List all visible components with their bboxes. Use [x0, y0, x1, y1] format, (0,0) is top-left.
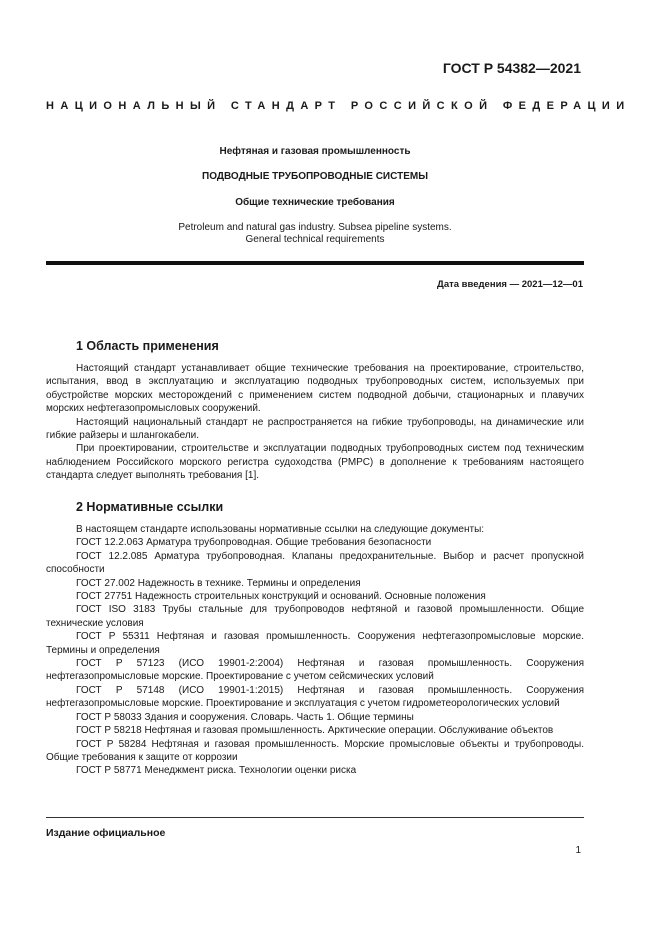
reference-item: ГОСТ 27751 Надежность строительных конструкций и оснований. Основные положения	[76, 591, 486, 603]
introduction-date: Дата введения — 2021—12—01	[437, 279, 583, 290]
reference-item: ГОСТ Р 58284 Нефтяная и газовая промышленность. Морские промысловые объекты и трубопроводы. Общие требования к защите от коррозии	[46, 738, 584, 763]
reference-item: ГОСТ Р 58771 Менеджмент риска. Технологии оценки риска	[76, 765, 357, 777]
footer-divider	[46, 817, 584, 818]
paragraph: В настоящем стандарте использованы нормативные ссылки на следующие документы:	[76, 524, 485, 535]
section-1-heading: 1 Область применения	[76, 339, 219, 353]
reference-item: ГОСТ Р 55311 Нефтяная и газовая промышленность. Сооружения нефтегазопромысловые морские. Термины и определения	[46, 631, 584, 656]
reference-item: ГОСТ 27.002 Надежность в технике. Термины и определения	[76, 577, 361, 589]
english-title-line-2: General technical requirements	[245, 234, 385, 245]
section-2-body	[46, 523, 584, 778]
reference-item: ГОСТ ISO 3183 Трубы стальные для трубопроводов нефтяной и газовой промышленности. Общие технические условия	[46, 604, 584, 629]
section-2-heading: 2 Нормативные ссылки	[76, 500, 224, 514]
reference-item: ГОСТ Р 57123 (ИСО 19901-2:2004) Нефтяная и газовая промышленность. Сооружения нефтегазопромысловые морские. Проектирование с учетом сейсмических условий	[46, 658, 584, 683]
paragraph: Настоящий национальный стандарт не распространяется на гибкие трубопроводы, на динамические или гибкие райзеры и шлангокабели.	[46, 416, 584, 442]
industry-title: Нефтяная и газовая промышленность	[219, 146, 411, 157]
reference-item: ГОСТ Р 57148 (ИСО 19901-1:2015) Нефтяная и газовая промышленность. Сооружения нефтегазопромысловые морские. Проектирование и эксплуатация с учетом гидрометеорологических условий	[46, 684, 584, 710]
reference-item: ГОСТ 12.2.063 Арматура трубопроводная. Общие требования безопасности	[76, 537, 432, 549]
paragraph: При проектировании, строительстве и эксплуатации подводных трубопроводных систем под техническим наблюдением Российского морского регистра судоходства (РМРС) в дополнение к требованиям настоящего стандарта следует выполнять требования [1].	[46, 443, 584, 482]
english-title-line-1: Petroleum and natural gas industry. Subsea pipeline systems.	[178, 222, 452, 233]
reference-item: ГОСТ 12.2.085 Арматура трубопроводная. Клапаны предохранительные. Выбор и расчет пропускной способности	[46, 550, 584, 576]
official-edition-label: Издание официальное	[46, 827, 166, 839]
title-divider	[46, 261, 584, 265]
reference-item: ГОСТ Р 58218 Нефтяная и газовая промышленность. Арктические операции. Обслуживание объектов	[76, 725, 554, 737]
gost-number: ГОСТ Р 54382—2021	[442, 60, 581, 76]
page-number: 1	[575, 845, 581, 856]
reference-item: ГОСТ Р 58033 Здания и сооружения. Словарь. Часть 1. Общие термины	[76, 711, 414, 723]
section-1-body	[46, 362, 584, 483]
main-title: ПОДВОДНЫЕ ТРУБОПРОВОДНЫЕ СИСТЕМЫ	[202, 171, 428, 182]
paragraph: Настоящий стандарт устанавливает общие технические требования на проектирование, строительство, испытания, ввод в эксплуатацию и эксплуатацию подводных трубопроводных систем, используемых при обустройстве морских месторождений с применением систем подводной добычи, стационарных и плавучих морских нефтегазопромысловых сооружений.	[46, 363, 584, 415]
sub-title: Общие технические требования	[235, 197, 395, 208]
national-standard-banner: НАЦИОНАЛЬНЫЙ СТАНДАРТ РОССИЙСКОЙ ФЕДЕРАЦИИ	[46, 100, 631, 112]
